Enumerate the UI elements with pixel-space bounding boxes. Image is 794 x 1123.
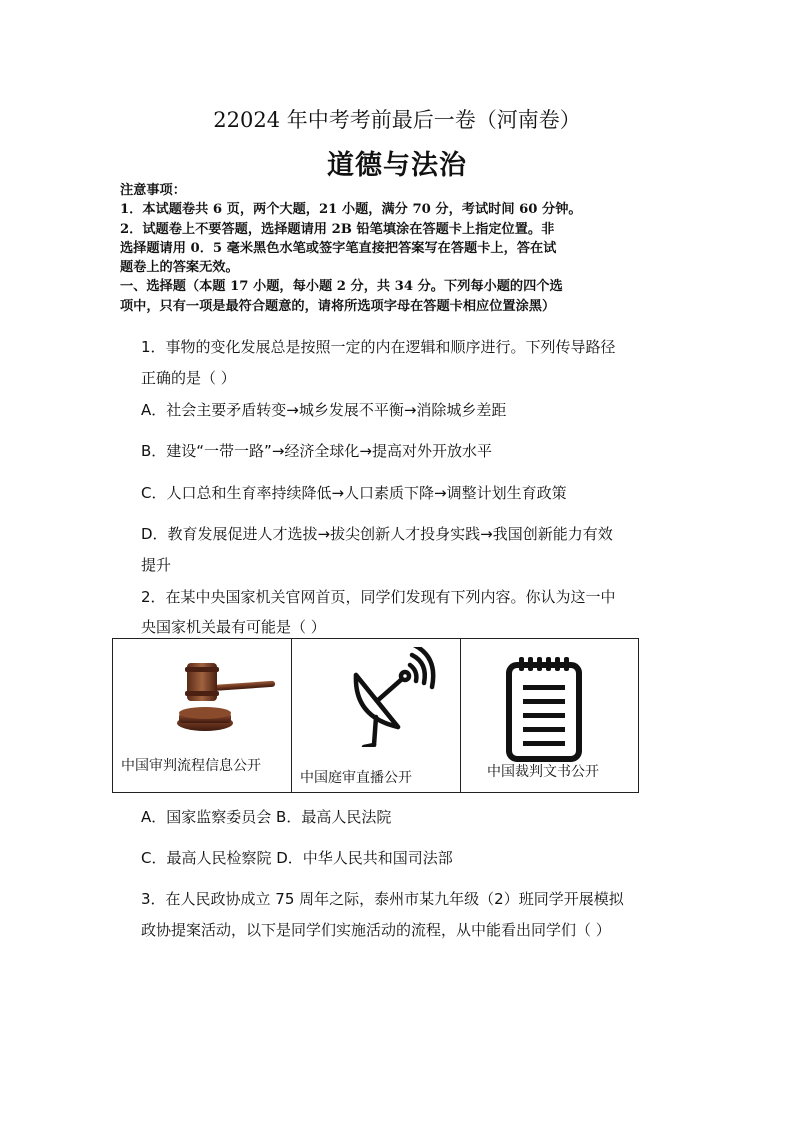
q1-stem-line-2: 正确的是（ ）: [141, 369, 236, 387]
q1-option-d-line-1: D．教育发展促进人才选拔→拔尖创新人才投身实践→我国创新能力有效: [141, 525, 613, 543]
subject-title: 道德与法治: [327, 150, 467, 181]
caption-court-livestream: 中国庭审直播公开: [300, 770, 412, 786]
q3-stem-line-2: 政协提案活动，以下是同学们实施活动的流程，从中能看出同学们（ ）: [141, 921, 611, 939]
q2-image-table: [112, 638, 639, 793]
notices-heading: 注意事项：: [120, 183, 186, 198]
q1-option-d-line-2: 提升: [141, 556, 172, 574]
satellite-dish-icon: [346, 647, 436, 747]
notice-item-2-line-2: 选择题请用 0．5 毫米黑色水笔或签字笔直接把答案写在答题卡上，答在试: [120, 240, 557, 256]
exam-notices: [120, 181, 680, 316]
notice-item-2-line-3: 题卷上的答案无效。: [120, 260, 239, 276]
caption-judgment-documents: 中国裁判文书公开: [487, 764, 599, 780]
q2-stem-line-1: 2．在某中央国家机关官网首页，同学们发现有下列内容。你认为这一中: [141, 588, 616, 606]
q1-option-c: C．人口总和生育率持续降低→人口素质下降→调整计划生育政策: [141, 484, 567, 502]
table-cell-judgment-documents: [461, 639, 638, 792]
q1-option-b: B．建设“一带一路”→经济全球化→提高对外开放水平: [141, 442, 492, 460]
q1-stem-line-1: 1．事物的变化发展总是按照一定的内在逻辑和顺序进行。下列传导路径: [141, 338, 616, 356]
q2-options-c-d: C．最高人民检察院 D．中华人民共和国司法部: [141, 849, 453, 867]
q2-stem-line-2: 央国家机关最有可能是（ ）: [141, 618, 326, 636]
section-1-instructions-line-1: 一、选择题（本题 17 小题，每小题 2 分，共 34 分。下列每小题的四个选: [120, 279, 563, 295]
notice-item-2-line-1: 2．试题卷上不要答题，选择题请用 2B 铅笔填涂在答题卡上指定位置。非: [120, 221, 555, 237]
q3-stem-line-1: 3．在人民政协成立 75 周年之际，泰州市某九年级（2）班同学开展模拟: [141, 890, 624, 908]
caption-trial-process-info: 中国审判流程信息公开: [121, 758, 261, 774]
notice-item-1: 1．本试题卷共 6 页，两个大题，21 小题，满分 70 分，考试时间 60 分钟。: [120, 202, 582, 218]
table-cell-court-livestream: [292, 639, 461, 792]
table-cell-trial-process: [113, 639, 292, 792]
q1-option-a: A．社会主要矛盾转变→城乡发展不平衡→消除城乡差距: [141, 401, 507, 419]
gavel-icon: [173, 657, 283, 737]
q2-options-a-b: A．国家监察委员会 B．最高人民法院: [141, 808, 392, 826]
exam-title: 22024 年中考考前最后一卷（河南卷）: [213, 108, 581, 132]
document-icon: [505, 655, 585, 765]
section-1-instructions-line-2: 项中，只有一项是最符合题意的，请将所选项字母在答题卡相应位置涂黑）: [120, 298, 556, 314]
